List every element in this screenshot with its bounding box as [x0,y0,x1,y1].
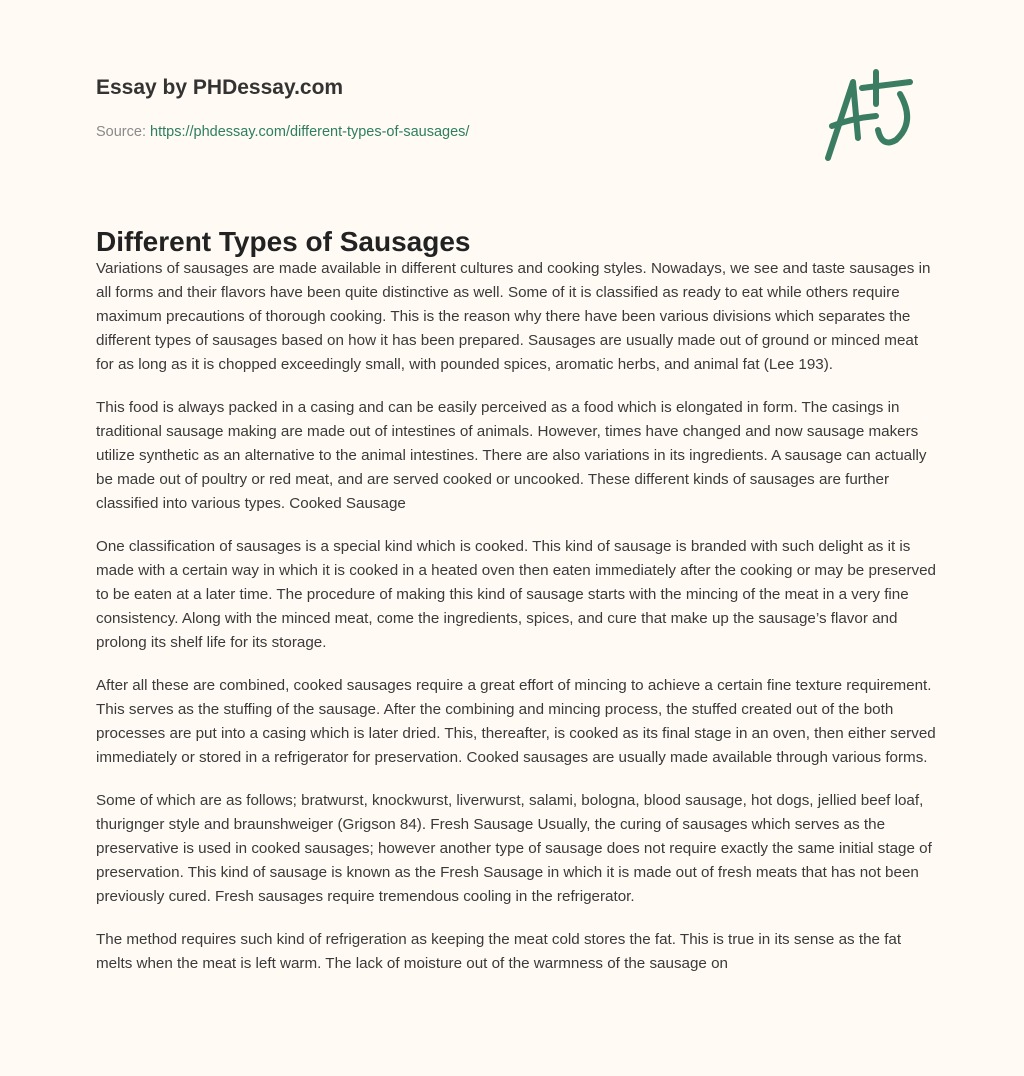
source-line [96,124,469,140]
a-plus-logo-icon [818,68,928,164]
paragraph: After all these are combined, cooked sausages require a great effort of mincing to achieve a certain fine texture requirement. This serves as the stuffing of the sausage. After the combining and mincing process, the stuffed created out of the both processes are put into a casing which is later dried. This, thereafter, is cooked as its final stage in an oven, then either served immediately or stored in a refrigerator for preservation. Cooked sausages are usually made available through various forms. [96,677,936,766]
paragraph: One classification of sausages is a special kind which is cooked. This kind of sausage is branded with such delight as it is made with a certain way in which it is cooked in a heated oven then eaten immediately after the cooking or may be preserved to be eaten at a later time. The procedure of making this kind of sausage starts with the mincing of the meat in a very fine consistency. Along with the minced meat, come the ingredients, spices, and cure that make up the sausage’s flavor and prolong its shelf life for its storage. [96,538,936,651]
article-body [96,257,936,995]
paragraph: The method requires such kind of refrigeration as keeping the meat cold stores the fat. This is true in its sense as the fat melts when the meat is left warm. The lack of moisture out of the warmness of the sausage on [96,931,902,972]
paragraph: Variations of sausages are made available in different cultures and cooking styles. Nowadays, we see and taste sausages in all forms and their flavors have been quite distinctive as well. Some of it is classified as ready to eat while others require maximum precautions of thorough cooking. This is the reason why there have been various divisions which separates the different types of sausages based on how it has been prepared. Sausages are usually made out of ground or minced meat for as long as it is chopped exceedingly small, with pounded spices, aromatic herbs, and animal fat (Lee 193). [96,260,931,373]
source-link[interactable]: https://phdessay.com/different-types-of-sausages/ [150,124,470,140]
paragraph: Some of which are as follows; bratwurst, knockwurst, liverwurst, salami, bologna, blood sausage, hot dogs, jellied beef loaf, thurignger style and braunshweiger (Grigson 84). Fresh Sausage Usually, the curing of sausages which serves as the preservative is used in cooked sausages; however another type of sausage does not require exactly the same initial stage of preservation. This kind of sausage is known as the Fresh Sausage in which it is made out of fresh meats that has not been previously cured. Fresh sausages require tremendous cooling in the refrigerator. [96,792,932,905]
page-title: Different Types of Sausages [96,226,471,257]
source-label: Source: [96,124,146,140]
site-brand: Essay by PHDessay.com [96,76,344,99]
paragraph: This food is always packed in a casing and can be easily perceived as a food which is elongated in form. The casings in traditional sausage making are made out of intestines of animals. However, times have changed and now sausage makers utilize synthetic as an alternative to the animal intestines. There are also variations in its ingredients. A sausage can actually be made out of poultry or red meat, and are served cooked or uncooked. These different kinds of sausages are further classified into various types. Cooked Sausage [96,399,927,512]
